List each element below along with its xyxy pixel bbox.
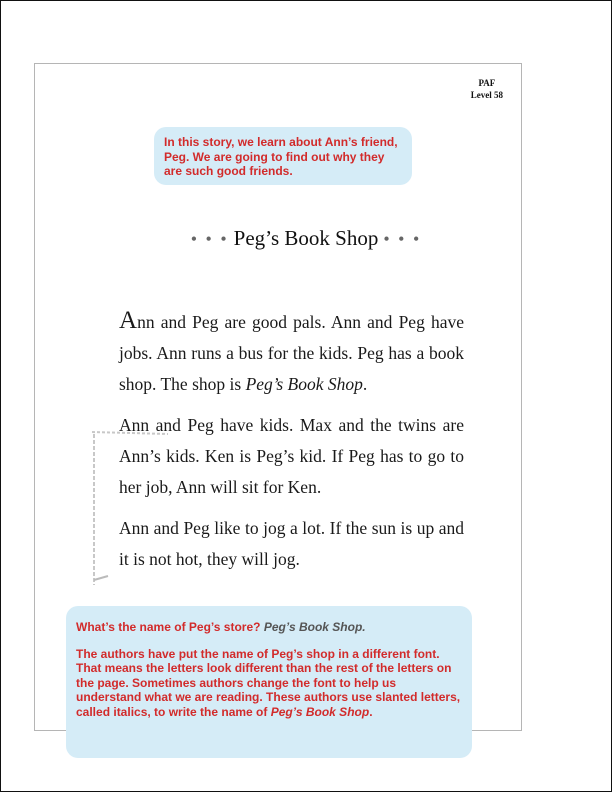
explanation-end: . [369, 704, 373, 719]
shop-name-italic: Peg’s Book Shop [245, 374, 363, 394]
explanation-text [76, 647, 462, 720]
level-label [471, 77, 503, 101]
story-title-text: Peg’s Book Shop [233, 226, 379, 250]
explanation-body: The authors have put the name of Peg’s shop in a different font. That means the letters look different than the rest of the letters on the page. Sometimes authors change the font to help us understand what we are reading. These authors use slanted letters, called italics, to write the name of [76, 646, 461, 719]
story-title [0, 226, 612, 251]
story-paragraph-3: Ann and Peg like to jog a lot. If the sun is up and it is not hot, they will jog. [119, 518, 464, 569]
intro-callout [154, 127, 412, 185]
question-text: What’s the name of Peg’s store? [76, 620, 261, 634]
story-paragraph-2: Ann and Peg have kids. Max and the twins are Ann’s kids. Ken is Peg’s kid. If Peg has to go to her job, Ann will sit for Ken. [119, 415, 464, 497]
question-callout [66, 606, 472, 758]
title-dots-right: • • • [383, 229, 422, 249]
level-number: Level 58 [470, 90, 503, 100]
question-line [76, 620, 462, 635]
answer-text: Peg’s Book Shop. [263, 620, 366, 634]
story-paragraph-1 [119, 305, 464, 400]
story-body [119, 305, 464, 585]
explanation-italic: Peg’s Book Shop [270, 704, 370, 719]
paragraph-1-text: nn and Peg are good pals. Ann and Peg have jobs. Ann runs a bus for the kids. Peg has a book shop. The shop is [119, 312, 464, 394]
program-name: PAF [478, 78, 496, 88]
intro-callout-text: In this story, we learn about Ann’s friend, Peg. We are going to find out why they are such good friends. [164, 135, 398, 178]
title-dots-left: • • • [190, 229, 229, 249]
drop-cap: A [119, 307, 138, 334]
paragraph-1-end: . [362, 374, 368, 394]
